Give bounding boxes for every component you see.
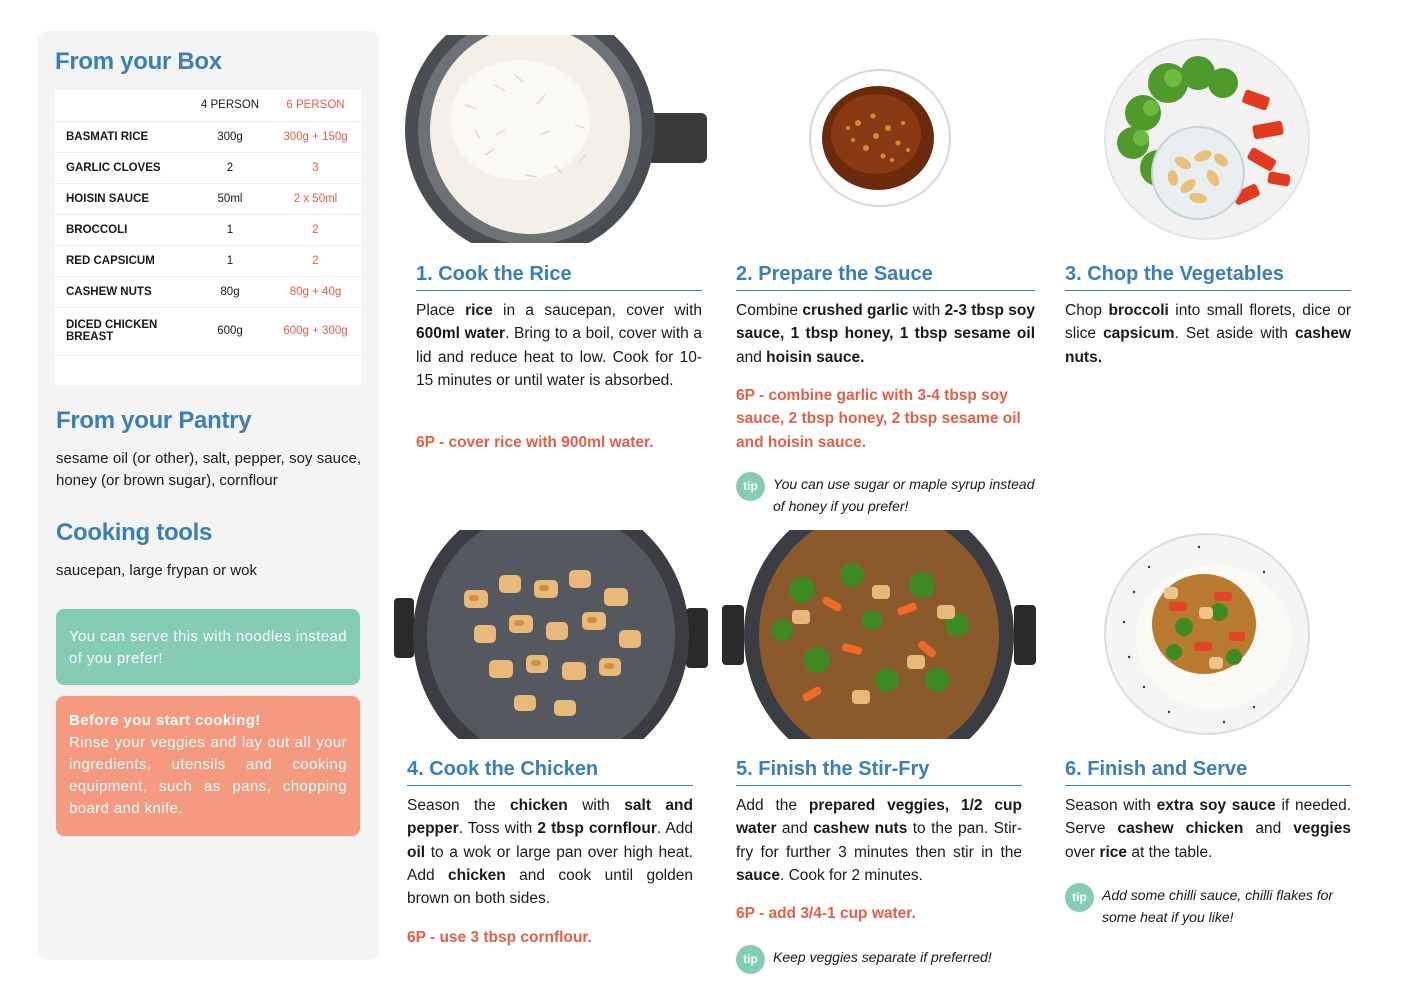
step-1-title: 1. Cook the Rice	[416, 261, 702, 291]
step-2-body	[736, 299, 1035, 369]
bold-ingredient-text: crushed garlic	[802, 302, 909, 319]
ingredient-name-cell: CASHEW NUTS	[55, 276, 190, 307]
from-your-box-heading: From your Box	[55, 48, 222, 75]
bold-ingredient-text: prepared veggies, 1/2 cup water	[736, 797, 1022, 838]
bold-ingredient-text: rice	[465, 302, 493, 319]
table-row	[55, 152, 361, 183]
instruction-text: . Cook for 2 minutes.	[779, 866, 923, 884]
four-person-qty-cell: 2	[190, 152, 270, 183]
instruction-text: with	[567, 797, 625, 814]
table-row	[55, 214, 361, 245]
ingredient-name-cell: BROCCOLI	[55, 214, 190, 245]
step-6-body	[1065, 794, 1351, 864]
sauce-bowl-photo	[808, 68, 952, 208]
bold-ingredient-text: capsicum	[1103, 325, 1175, 343]
rice-pot-photo	[405, 35, 707, 243]
step-4-six-person-note: 6P - use 3 tbsp cornflour.	[407, 929, 592, 946]
ingredients-table	[55, 90, 361, 385]
instruction-text: Combine	[736, 302, 803, 319]
step-1-six-person-note: 6P - cover rice with 900ml water.	[416, 434, 654, 451]
from-your-pantry-heading: From your Pantry	[56, 407, 252, 434]
instruction-text: to a wok or large pan over high heat. Add	[407, 843, 693, 884]
four-person-qty-cell: 300g	[190, 121, 270, 152]
before-you-start-text: Rinse your veggies and lay out all your ingredients, utensils and cooking equipment, such as pans, chopping board and knife.	[69, 734, 347, 817]
ingredient-name-cell: RED CAPSICUM	[55, 245, 190, 276]
table-row	[55, 183, 361, 214]
cooking-tools-heading: Cooking tools	[56, 519, 213, 546]
step-3-title: 3. Chop the Vegetables	[1065, 261, 1351, 291]
table-spacer-cell	[55, 355, 361, 385]
six-person-qty-cell: 2	[270, 245, 361, 276]
four-person-qty-cell: 1	[190, 245, 270, 276]
table-row	[55, 307, 361, 355]
bold-ingredient-text: chicken	[448, 866, 506, 884]
served-plate-photo	[1104, 532, 1311, 736]
ingredient-name-cell: GARLIC CLOVES	[55, 152, 190, 183]
before-you-start-title: Before you start cooking!	[69, 712, 261, 729]
table-header-4-person: 4 PERSON	[190, 90, 270, 121]
step-2-six-person-note: 6P - combine garlic with 3-4 tbsp soy sauce, 2 tbsp honey, 2 tbsp sesame oil and hoisin sauce.	[736, 387, 1021, 451]
bold-ingredient-text: broccoli	[1108, 302, 1169, 319]
before-you-start-note	[56, 696, 360, 836]
instruction-text: Season the	[407, 797, 511, 814]
bold-ingredient-text: rice	[1099, 843, 1128, 861]
six-person-qty-cell: 300g + 150g	[270, 121, 361, 152]
instruction-text: to the pan. Stir-fry for further 3 minutes then stir in the	[736, 820, 1023, 861]
bold-ingredient-text: hoisin sauce.	[766, 348, 865, 366]
step-5-body	[736, 794, 1022, 887]
instruction-text: with	[908, 302, 945, 319]
step-2-title: 2. Prepare the Sauce	[736, 261, 1035, 291]
instruction-text: and cook until golden brown on both sides.	[407, 866, 693, 908]
four-person-qty-cell: 50ml	[190, 183, 270, 214]
bold-ingredient-text: 2-3 tbsp soy sauce, 1 tbsp honey, 1 tbsp sesame oil	[736, 302, 1035, 343]
bold-ingredient-text: chicken	[510, 797, 568, 814]
instruction-text: . Set aside with	[1174, 325, 1295, 343]
chicken-in-pan-photo	[394, 530, 708, 739]
bold-ingredient-text: oil	[407, 843, 426, 861]
stir-fry-pan-photo	[722, 530, 1036, 739]
table-spacer-row	[55, 355, 361, 385]
ingredient-name-cell: BASMATI RICE	[55, 121, 190, 152]
instruction-text: in a saucepan, cover with	[492, 302, 702, 319]
step-5-title: 5. Finish the Stir-Fry	[736, 756, 1022, 786]
four-person-qty-cell: 80g	[190, 276, 270, 307]
instruction-text: if needed. Serve	[1065, 797, 1351, 838]
serving-suggestion-text: You can serve this with noodles instead of you prefer!	[69, 628, 347, 667]
bold-ingredient-text: veggies	[1293, 820, 1351, 838]
bold-ingredient-text: 2 tbsp cornflour	[537, 820, 657, 838]
bold-ingredient-text: sauce	[736, 866, 780, 884]
cooking-tools-text: saucepan, large frypan or wok	[56, 562, 257, 579]
serving-suggestion-note	[56, 609, 360, 685]
instruction-text: over	[1065, 843, 1100, 861]
four-person-qty-cell: 1	[190, 214, 270, 245]
six-person-qty-cell: 80g + 40g	[270, 276, 361, 307]
tip-icon: tip	[1065, 883, 1094, 912]
table-header-6-person: 6 PERSON	[270, 90, 361, 121]
instruction-text: at the table.	[1127, 843, 1213, 861]
step-1-body	[416, 299, 702, 392]
instruction-text: and	[1243, 820, 1294, 838]
six-person-qty-cell: 2	[270, 214, 361, 245]
step-6-tip-text: Add some chilli sauce, chilli flakes for some heat if you like!	[1102, 887, 1334, 925]
tip-icon: tip	[736, 945, 765, 974]
pantry-items-text: sesame oil (or other), salt, pepper, soy sauce, honey (or brown sugar), cornflour	[56, 450, 361, 489]
tip-icon: tip	[736, 472, 765, 501]
bold-ingredient-text: cashew chicken	[1117, 820, 1244, 838]
six-person-qty-cell: 3	[270, 152, 361, 183]
bold-ingredient-text: cashew nuts.	[1065, 325, 1351, 366]
step-4-body	[407, 794, 693, 910]
step-5-tip-text: Keep veggies separate if preferred!	[773, 949, 992, 965]
four-person-qty-cell: 600g	[190, 307, 270, 355]
bold-ingredient-text: extra soy sauce	[1156, 797, 1276, 814]
table-row	[55, 245, 361, 276]
six-person-qty-cell: 2 x 50ml	[270, 183, 361, 214]
table-row	[55, 276, 361, 307]
step-5-six-person-note: 6P - add 3/4-1 cup water.	[736, 905, 916, 922]
instruction-text: Place	[416, 302, 466, 319]
ingredient-name-cell: HOISIN SAUCE	[55, 183, 190, 214]
instruction-text: . Add	[656, 820, 693, 838]
step-3-body	[1065, 299, 1351, 369]
instruction-text: Chop	[1065, 302, 1109, 319]
instruction-text: Add the	[736, 797, 809, 814]
table-header-row	[55, 90, 361, 121]
step-6-title: 6. Finish and Serve	[1065, 756, 1351, 786]
instruction-text: Season with	[1065, 797, 1157, 814]
instruction-text: and	[736, 348, 767, 366]
bold-ingredient-text: 600ml water	[416, 325, 506, 343]
bold-ingredient-text: salt and pepper	[407, 797, 693, 838]
instruction-text: and	[776, 820, 814, 838]
bold-ingredient-text: cashew nuts	[813, 820, 908, 838]
table-header-cell	[55, 90, 190, 121]
ingredient-name-cell: DICED CHICKEN BREAST	[55, 307, 190, 355]
table-row	[55, 121, 361, 152]
six-person-qty-cell: 600g + 300g	[270, 307, 361, 355]
step-2-tip-text: You can use sugar or maple syrup instead of honey if you prefer!	[773, 476, 1035, 514]
instruction-text: . Toss with	[458, 820, 538, 838]
instruction-text: into small florets, dice or slice	[1065, 302, 1351, 343]
step-4-title: 4. Cook the Chicken	[407, 756, 693, 786]
chopped-vegetables-photo	[1103, 38, 1311, 240]
instruction-text: . Bring to a boil, cover with a lid and reduce heat to low. Cook for 10-15 minutes or until water is absorbed.	[416, 325, 702, 389]
